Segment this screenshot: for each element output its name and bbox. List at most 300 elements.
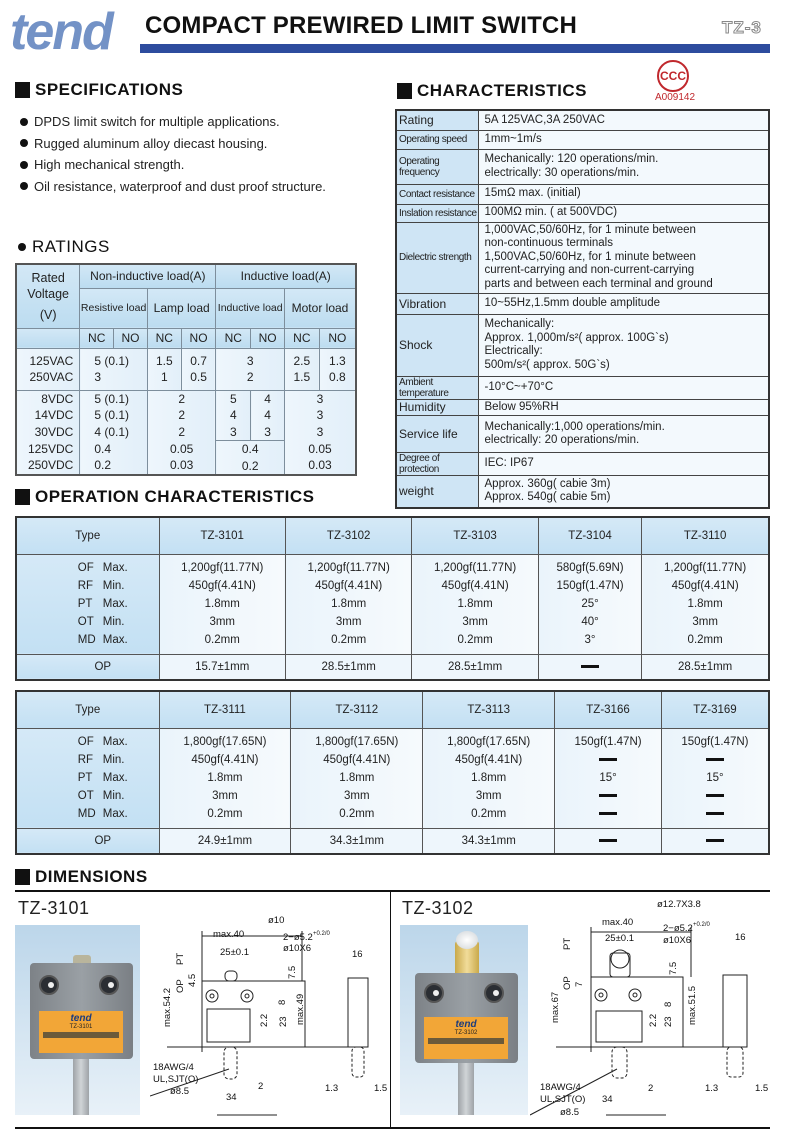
dimension-label: 1.5 (374, 1083, 388, 1094)
operation-table (15, 690, 770, 855)
value: 0.4 (241, 442, 259, 456)
dimension-label: 7.5 (668, 961, 679, 975)
value-line: 100MΩ min. ( at 500VDC) (484, 206, 618, 219)
dimension-label: 2−ø5.2 (663, 923, 693, 934)
model-label: TZ-3102 (402, 898, 474, 918)
param-value: 15° (599, 772, 617, 784)
value-line: -10°C~+70°C (484, 380, 554, 393)
value: 0.8 (329, 370, 346, 384)
dimension-label: +0.2/0 (313, 931, 330, 937)
param-value: 450gf(4.41N) (191, 754, 259, 766)
dash-icon (599, 794, 617, 797)
lamp-cell (147, 441, 215, 476)
param-value: 0.2mm (457, 634, 493, 646)
op-row (16, 654, 769, 680)
param-value: 3mm (475, 790, 502, 802)
label-window-outline (207, 1009, 250, 1042)
value: 4 (0.1) (94, 424, 129, 439)
param-value: 0.2mm (331, 634, 367, 646)
value-line: Below 95%RH (484, 400, 559, 413)
value: 0.03 (308, 458, 332, 473)
value: 4 (264, 408, 271, 422)
param-limit: Max. (102, 562, 128, 574)
characteristic-value (478, 222, 769, 293)
heading-square-icon (397, 83, 412, 99)
dimension-label: +0.2/0 (693, 922, 710, 928)
roller (456, 931, 478, 949)
op-label-text: OP (94, 660, 112, 673)
value: 2.5 (293, 353, 311, 368)
mounting-hole (206, 990, 218, 1002)
value: 0.05 (308, 441, 332, 456)
resistive-cell (80, 348, 148, 390)
value-line: electrically: 20 operations/min. (484, 434, 640, 446)
mounting-hole (595, 989, 607, 1001)
dc-row (16, 441, 356, 476)
nc-header: NC (216, 328, 251, 348)
param-value (555, 787, 661, 805)
header-line: Voltage (27, 287, 70, 301)
title-underline-bar (140, 44, 770, 53)
dimension-label: ø8.5 (560, 1107, 580, 1118)
brand-logo: tend (10, 3, 112, 61)
dimension-label: 34 (226, 1092, 237, 1103)
bullet-icon (20, 161, 28, 169)
dimension-drawing (530, 895, 790, 1125)
op-value (538, 654, 641, 680)
list-item (20, 111, 326, 133)
op-value: 34.3±1mm (423, 828, 555, 854)
value: 3 (316, 408, 324, 423)
dimension-label: 25±0.1 (220, 947, 249, 958)
param-values (159, 554, 285, 654)
dc-row (16, 390, 356, 441)
op-value (661, 828, 769, 854)
dash-icon (581, 665, 599, 668)
dimension-label: max.49 (295, 993, 306, 1025)
param-code: OT (77, 616, 94, 628)
value: 5 (0.1) (94, 391, 129, 406)
param-label-list (48, 733, 128, 823)
op-label (16, 828, 159, 854)
op-row (16, 828, 769, 854)
characteristics-heading (397, 81, 587, 101)
param-label (78, 751, 128, 769)
value: 125VDC (27, 441, 74, 456)
dash-icon (706, 758, 724, 761)
param-code: PT (77, 598, 93, 610)
param-value: 450gf(4.41N) (188, 580, 256, 592)
param-limit: Max. (102, 598, 128, 610)
model-header: TZ-3113 (423, 691, 555, 728)
characteristic-value (478, 204, 769, 222)
dimension-label: max.67 (550, 991, 561, 1023)
param-values (642, 554, 769, 654)
param-value: 450gf(4.41N) (323, 754, 391, 766)
label-brand: tend (455, 1019, 477, 1030)
motor-load-header: Motor load (284, 288, 356, 328)
spacer (16, 328, 80, 348)
value: 3 (229, 424, 237, 439)
value-line: 1,500VAC,50/60Hz, for 1 minute between (484, 250, 696, 263)
param-value: 3mm (462, 616, 488, 628)
dimension-label: ø10X6 (663, 935, 691, 946)
list-item-text: High mechanical strength. (34, 157, 185, 172)
param-value: 1.8mm (471, 772, 507, 784)
inductive-nc-cell (216, 390, 251, 441)
param-value: 450gf(4.41N) (441, 580, 509, 592)
model-header: TZ-3102 (285, 517, 411, 554)
mounting-hole-center (633, 993, 637, 997)
characteristic-value (478, 184, 769, 204)
heading-text: SPECIFICATIONS (35, 80, 184, 99)
value: 3 (246, 353, 254, 368)
param-label (78, 631, 128, 649)
label-model: TZ-3101 (69, 1024, 93, 1030)
characteristic-label: Dielectric strength (396, 222, 478, 293)
value: 14VDC (34, 408, 74, 423)
model-header: TZ-3112 (291, 691, 423, 728)
param-value (662, 751, 768, 769)
param-limit: Max. (102, 736, 128, 748)
param-value: 0.2mm (204, 634, 240, 646)
lamp-nc-cell (147, 348, 181, 390)
value: 1 (160, 370, 168, 384)
characteristic-row (396, 293, 769, 314)
dimension-label: 2.2 (259, 1013, 270, 1027)
characteristic-label: Vibration (396, 293, 478, 314)
param-label (78, 559, 128, 577)
nc-header: NC (80, 328, 114, 348)
param-value: 3mm (209, 616, 235, 628)
param-value (662, 805, 768, 823)
characteristic-value (478, 293, 769, 314)
param-code: RF (77, 580, 94, 592)
param-limit: Max. (102, 808, 128, 820)
value-line: Mechanically:1,000 operations/min. (484, 420, 665, 433)
dimension-label: 18AWG/4 (540, 1082, 581, 1093)
value-line: electrically: 30 operations/min. (484, 166, 640, 179)
ratings-table (15, 263, 357, 476)
op-label (16, 654, 159, 680)
param-value: 3mm (344, 790, 370, 802)
cable (458, 1055, 474, 1115)
model-header: TZ-3103 (412, 517, 538, 554)
value: 4 (264, 391, 271, 406)
dimension-label: 7.5 (287, 965, 298, 979)
value: 5 (0.1) (94, 408, 129, 423)
ratings-heading (18, 237, 110, 257)
param-value: 3mm (692, 616, 718, 628)
dimension-label: 1.5 (755, 1083, 769, 1094)
rated-voltage-header (16, 264, 80, 328)
op-value (555, 828, 662, 854)
dimension-label: 2 (648, 1083, 654, 1094)
param-value: 1,800gf(17.65N) (183, 736, 267, 748)
value: 3 (94, 370, 101, 384)
value-line: parts and between each terminal and ground (484, 277, 713, 290)
dimension-label: 4.5 (187, 973, 198, 987)
characteristic-label: Humidity (396, 399, 478, 416)
label-diagram (428, 1038, 504, 1044)
characteristic-value (478, 416, 769, 453)
dash-icon (599, 812, 617, 815)
value: 0.03 (169, 458, 194, 473)
param-value: 0.2mm (339, 808, 375, 820)
param-value: 150gf(1.47N) (574, 736, 642, 748)
param-labels (16, 554, 159, 654)
param-value: 0.2mm (471, 808, 507, 820)
characteristic-row (396, 222, 769, 293)
value-line: 10~55Hz,1.5mm double amplitude (484, 296, 660, 309)
header-line: (V) (39, 307, 57, 322)
bullet-icon (20, 182, 28, 190)
no-header: NO (319, 328, 356, 348)
label-diagram (43, 1032, 119, 1038)
value-line: non-continuous terminals (484, 237, 613, 250)
value: 8VDC (41, 391, 74, 406)
cable-outline (612, 1047, 627, 1078)
divider (15, 890, 770, 892)
voltage-cell (16, 348, 80, 390)
header-row (16, 517, 769, 554)
dimension-label: max.54.2 (162, 987, 173, 1027)
type-header: Type (16, 691, 159, 728)
param-code: RF (77, 754, 94, 766)
divider (390, 892, 391, 1128)
no-header: NO (181, 328, 216, 348)
list-item (20, 176, 326, 198)
model-header: TZ-3169 (661, 691, 769, 728)
no-header: NO (251, 328, 285, 348)
side-view-cable (352, 1047, 364, 1077)
cable (73, 1055, 89, 1115)
motor-no-cell (319, 348, 356, 390)
certification-number: A009142 (655, 92, 696, 103)
heading-text: DIMENSIONS (35, 867, 148, 886)
side-view-outline (723, 975, 747, 1047)
dimension-label: ø10X6 (283, 943, 311, 954)
mounting-hole (629, 989, 641, 1001)
list-item-text: Oil resistance, waterproof and dust proof structure. (34, 178, 326, 194)
product-label (424, 1017, 508, 1059)
dimension-label: 25±0.1 (605, 933, 634, 944)
value: 0.5 (190, 370, 207, 384)
specifications-list (20, 111, 326, 197)
param-value: 0.2mm (687, 634, 723, 646)
dash-icon (706, 794, 724, 797)
dimension-label: PT (175, 952, 186, 965)
characteristic-label: Inslation resistance (396, 204, 478, 222)
value-line: 15mΩ max. (initial) (484, 187, 581, 200)
param-code: PT (77, 772, 93, 784)
param-limit: Max. (102, 634, 128, 646)
param-value: 580gf(5.69N) (556, 562, 624, 574)
label-window-outline (596, 1011, 642, 1042)
value: 4 (229, 408, 237, 422)
param-value: 450gf(4.41N) (315, 580, 383, 592)
param-value: 450gf(4.41N) (455, 754, 523, 766)
value-line: Electrically: (484, 345, 543, 357)
screw-icon (484, 983, 504, 1003)
characteristic-value (478, 130, 769, 149)
param-value: 15° (706, 772, 724, 784)
dimension-label: 7 (574, 981, 585, 987)
param-values (555, 728, 662, 828)
param-value (555, 805, 661, 823)
dash-icon (599, 758, 617, 761)
inductive-cell (216, 348, 285, 390)
dash-icon (706, 812, 724, 815)
dimension-label: ø12.7X3.8 (657, 899, 701, 910)
param-labels (16, 728, 159, 828)
dimension-label: UL,SJT(O) (153, 1074, 199, 1085)
op-value: 15.7±1mm (159, 654, 285, 680)
op-value: 28.5±1mm (412, 654, 538, 680)
value: 0.2 (94, 458, 111, 473)
dimension-label: ø10 (268, 915, 285, 926)
op-value: 24.9±1mm (159, 828, 291, 854)
inductive-group-header: Inductive load(A) (216, 264, 356, 288)
bullet-icon (20, 139, 28, 147)
heading-text: RATINGS (32, 237, 110, 256)
model-header: TZ-3166 (555, 691, 662, 728)
lamp-load-header: Lamp load (147, 288, 215, 328)
dimension-label: 34 (602, 1094, 613, 1105)
characteristic-label: Operating frequency (396, 149, 478, 184)
op-value: 34.3±1mm (291, 828, 423, 854)
model-label: TZ-3101 (18, 898, 90, 918)
param-value: 1.8mm (207, 772, 243, 784)
characteristic-label: Rating (396, 110, 478, 130)
param-value: 1,200gf(11.77N) (433, 562, 517, 574)
resistive-load-header: Resistive load (80, 288, 148, 328)
list-item-text: Rugged aluminum alloy diecast housing. (34, 135, 268, 151)
ccc-certification-logo: CCC (657, 60, 689, 92)
dimension-label: 16 (735, 932, 746, 943)
value: 0.2 (241, 458, 259, 473)
param-values (423, 728, 555, 828)
param-value: 150gf(1.47N) (556, 580, 624, 592)
value: 1.5 (155, 353, 173, 368)
label-model: TZ-3102 (454, 1030, 478, 1036)
divider (15, 1127, 770, 1129)
param-limit: Min. (102, 616, 125, 628)
param-values (412, 554, 538, 654)
ac-row (16, 348, 356, 390)
param-label (78, 805, 128, 823)
param-value: 1,200gf(11.77N) (664, 562, 747, 574)
bullet-icon (18, 243, 26, 251)
param-value: 0.2mm (207, 808, 243, 820)
characteristic-label: Ambient temperature (396, 376, 478, 399)
param-value: 150gf(1.47N) (681, 736, 749, 748)
characteristic-row (396, 314, 769, 376)
characteristic-row (396, 149, 769, 184)
heading-text: CHARACTERISTICS (417, 81, 587, 100)
value-line: 1,000VAC,50/60Hz, for 1 minute between (484, 223, 696, 236)
inductive-no-cell (251, 390, 285, 441)
heading-square-icon (15, 869, 30, 885)
specifications-heading (15, 80, 183, 100)
value-line: Mechanically: (484, 318, 555, 330)
value-line: Approx. 360g( cabie 3m) (484, 477, 611, 490)
characteristic-row (396, 184, 769, 204)
op-value: 28.5±1mm (285, 654, 411, 680)
value-line: Approx. 1,000m/s²( approx. 100G`s) (484, 331, 669, 344)
value: 3 (316, 424, 324, 439)
value: 250VDC (27, 458, 74, 473)
param-limit: Min. (102, 580, 125, 592)
value-line: current-carrying and non-current-carrying (484, 264, 695, 277)
param-value: 1.8mm (457, 598, 493, 610)
list-item (20, 133, 326, 155)
param-values (538, 554, 641, 654)
param-label (78, 595, 128, 613)
dimension-drawing (150, 895, 390, 1125)
dimension-label: OP (175, 979, 186, 993)
characteristic-label: Contact resistance (396, 184, 478, 204)
dimension-label: UL,SJT(O) (540, 1094, 586, 1105)
param-label (78, 787, 128, 805)
value: 2 (246, 370, 254, 384)
characteristic-label: Service life (396, 416, 478, 453)
value-line: 500m/s²( approx. 50G`s) (484, 358, 610, 371)
screw-icon (99, 975, 119, 995)
characteristics-table (395, 109, 770, 509)
value: 3 (264, 424, 271, 439)
params-row (16, 728, 769, 828)
param-value: 1.8mm (331, 598, 367, 610)
param-limit: Min. (102, 754, 125, 766)
dimension-label: max.40 (213, 929, 245, 940)
param-value: 1,200gf(11.77N) (307, 562, 390, 574)
characteristic-value (478, 376, 769, 399)
op-label-text: OP (94, 834, 112, 847)
product-label (39, 1011, 123, 1053)
characteristic-value (478, 476, 769, 508)
value: 5 (0.1) (94, 353, 129, 368)
product-photo (15, 925, 140, 1115)
series-label: TZ-3 (722, 18, 762, 37)
characteristic-row (396, 204, 769, 222)
heading-square-icon (15, 82, 30, 98)
value: 2 (178, 424, 185, 439)
screw-icon (39, 975, 59, 995)
value-line: 5A 125VAC,3A 250VAC (484, 113, 605, 126)
mounting-hole-center (245, 994, 249, 998)
voltage-cell (16, 441, 80, 476)
model-header: TZ-3101 (159, 517, 285, 554)
param-label (78, 733, 128, 751)
mounting-hole (241, 990, 253, 1002)
characteristic-value (478, 399, 769, 416)
param-value: 3° (584, 634, 596, 646)
value: 125VAC (29, 353, 74, 368)
param-value: 40° (581, 616, 599, 628)
lamp-cell (147, 390, 215, 441)
value: 5 (229, 391, 237, 406)
mounting-hole-center (599, 993, 603, 997)
param-value (555, 751, 661, 769)
characteristic-label: weight (396, 476, 478, 508)
screw-icon (424, 983, 444, 1003)
model-header: TZ-3110 (642, 517, 769, 554)
param-label-list (48, 559, 128, 649)
param-values (661, 728, 769, 828)
nc-header: NC (147, 328, 181, 348)
header-row (16, 691, 769, 728)
